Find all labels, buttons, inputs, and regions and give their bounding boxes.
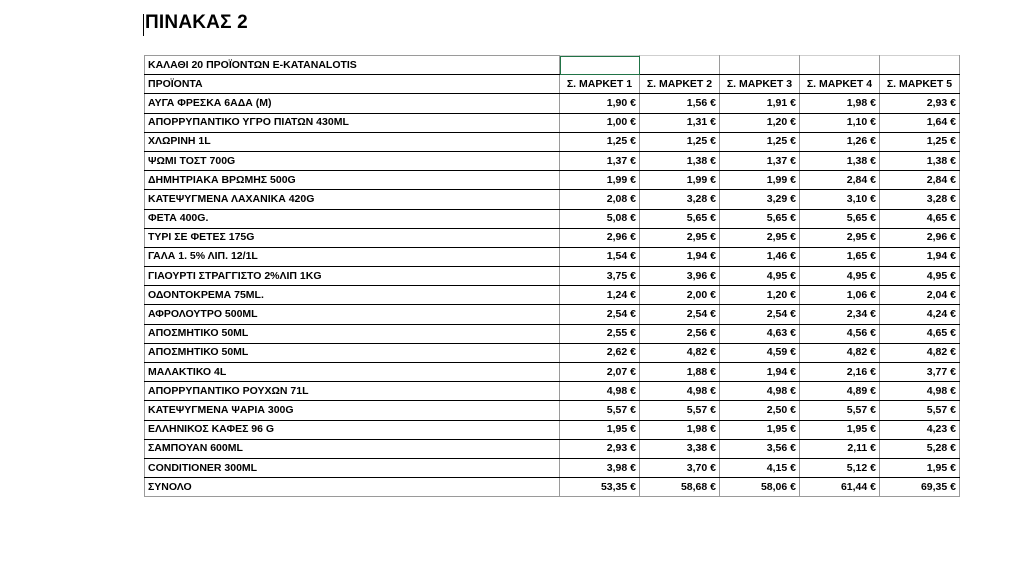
price-cell-market-2[interactable]: 3,96 €: [640, 267, 720, 286]
price-cell-market-4[interactable]: 2,16 €: [800, 363, 880, 382]
price-cell-market-3[interactable]: 2,95 €: [720, 228, 800, 247]
price-cell-market-5[interactable]: 2,96 €: [880, 228, 960, 247]
product-name-cell[interactable]: ΟΔΟΝΤΟΚΡΕΜΑ 75ML.: [145, 286, 560, 305]
product-name-cell[interactable]: ΨΩΜΙ ΤΟΣΤ 700G: [145, 151, 560, 170]
price-cell-market-1[interactable]: 4,98 €: [560, 382, 640, 401]
price-cell-market-1[interactable]: 53,35 €: [560, 478, 640, 497]
price-cell-market-1[interactable]: 1,90 €: [560, 94, 640, 113]
price-cell-market-2[interactable]: 1,94 €: [640, 247, 720, 266]
price-cell-market-3[interactable]: 4,59 €: [720, 343, 800, 362]
header-row: [145, 75, 960, 94]
table-row: [145, 94, 960, 113]
price-cell-market-5[interactable]: 4,23 €: [880, 420, 960, 439]
price-cell-market-1[interactable]: 1,99 €: [560, 171, 640, 190]
price-cell-market-1[interactable]: 1,37 €: [560, 151, 640, 170]
price-cell-market-4[interactable]: 5,65 €: [800, 209, 880, 228]
product-name-cell[interactable]: ΓΙΑΟΥΡΤΙ ΣΤΡΑΓΓΙΣΤΟ 2%ΛΙΠ 1KG: [145, 267, 560, 286]
price-cell-market-1[interactable]: 2,93 €: [560, 439, 640, 458]
product-name-cell[interactable]: ΜΑΛΑΚΤΙΚΟ 4L: [145, 363, 560, 382]
price-cell-market-1[interactable]: 1,24 €: [560, 286, 640, 305]
product-name-cell[interactable]: ΧΛΩΡΙΝΗ 1L: [145, 132, 560, 151]
price-cell-market-5[interactable]: 4,24 €: [880, 305, 960, 324]
price-cell-market-3[interactable]: 1,25 €: [720, 132, 800, 151]
price-cell-market-5[interactable]: 4,98 €: [880, 382, 960, 401]
price-cell-market-1[interactable]: 1,54 €: [560, 247, 640, 266]
header-market-1[interactable]: Σ. ΜΑΡΚΕΤ 1: [560, 75, 640, 94]
empty-cell[interactable]: [800, 56, 880, 75]
price-cell-market-5[interactable]: 3,28 €: [880, 190, 960, 209]
price-cell-market-4[interactable]: 2,11 €: [800, 439, 880, 458]
price-cell-market-3[interactable]: 1,94 €: [720, 363, 800, 382]
empty-cell[interactable]: [640, 56, 720, 75]
table-row: [145, 190, 960, 209]
header-market-5[interactable]: Σ. ΜΑΡΚΕΤ 5: [880, 75, 960, 94]
price-cell-market-2[interactable]: 1,31 €: [640, 113, 720, 132]
product-name-cell[interactable]: ΕΛΛΗΝΙΚΟΣ ΚΑΦΕΣ 96 G: [145, 420, 560, 439]
caption-row: [145, 56, 960, 75]
price-cell-market-3[interactable]: 1,46 €: [720, 247, 800, 266]
table-row: [145, 247, 960, 266]
price-cell-market-3[interactable]: 1,37 €: [720, 151, 800, 170]
table-row: [145, 228, 960, 247]
price-cell-market-2[interactable]: 2,56 €: [640, 324, 720, 343]
price-cell-market-3[interactable]: 4,98 €: [720, 382, 800, 401]
price-cell-market-5[interactable]: 1,95 €: [880, 458, 960, 477]
header-market-2[interactable]: Σ. ΜΑΡΚΕΤ 2: [640, 75, 720, 94]
price-cell-market-2[interactable]: 5,65 €: [640, 209, 720, 228]
price-cell-market-3[interactable]: 4,15 €: [720, 458, 800, 477]
table-row: [145, 382, 960, 401]
page-title: ΠΙΝΑΚΑΣ 2: [145, 12, 248, 33]
product-name-cell[interactable]: ΑΦΡΟΛΟΥΤΡΟ 500ML: [145, 305, 560, 324]
price-cell-market-2[interactable]: 4,98 €: [640, 382, 720, 401]
table-row: [145, 420, 960, 439]
product-name-cell[interactable]: ΓΑΛΑ 1. 5% ΛΙΠ. 12/1L: [145, 247, 560, 266]
selected-cell[interactable]: [560, 56, 640, 75]
price-cell-market-4[interactable]: 1,10 €: [800, 113, 880, 132]
product-name-cell[interactable]: ΑΥΓΑ ΦΡΕΣΚΑ 6ΑΔΑ (Μ): [145, 94, 560, 113]
price-cell-market-4[interactable]: 61,44 €: [800, 478, 880, 497]
table-row: [145, 363, 960, 382]
price-cell-market-4[interactable]: 3,10 €: [800, 190, 880, 209]
product-name-cell[interactable]: ΑΠΟΣΜΗΤΙΚΟ 50ML: [145, 343, 560, 362]
text-cursor: [143, 14, 144, 36]
price-cell-market-4[interactable]: 1,26 €: [800, 132, 880, 151]
price-cell-market-1[interactable]: 3,75 €: [560, 267, 640, 286]
price-cell-market-3[interactable]: 1,95 €: [720, 420, 800, 439]
price-cell-market-2[interactable]: 1,98 €: [640, 420, 720, 439]
price-cell-market-2[interactable]: 1,99 €: [640, 171, 720, 190]
price-cell-market-2[interactable]: 5,57 €: [640, 401, 720, 420]
price-cell-market-2[interactable]: 58,68 €: [640, 478, 720, 497]
table-row: [145, 209, 960, 228]
price-cell-market-2[interactable]: 3,38 €: [640, 439, 720, 458]
price-cell-market-5[interactable]: 5,57 €: [880, 401, 960, 420]
price-cell-market-3[interactable]: 58,06 €: [720, 478, 800, 497]
price-cell-market-4[interactable]: 4,82 €: [800, 343, 880, 362]
price-cell-market-5[interactable]: 2,93 €: [880, 94, 960, 113]
product-name-cell[interactable]: ΤΥΡΙ ΣΕ ΦΕΤΕΣ 175G: [145, 228, 560, 247]
price-cell-market-3[interactable]: 3,29 €: [720, 190, 800, 209]
product-name-cell[interactable]: ΑΠΟΣΜΗΤΙΚΟ 50ML: [145, 324, 560, 343]
product-name-cell[interactable]: CONDITIONER 300ML: [145, 458, 560, 477]
header-market-4[interactable]: Σ. ΜΑΡΚΕΤ 4: [800, 75, 880, 94]
table-caption[interactable]: ΚΑΛΑΘΙ 20 ΠΡΟΪΟΝΤΩΝ E-KATANALOTIS: [145, 56, 560, 75]
price-cell-market-4[interactable]: 4,89 €: [800, 382, 880, 401]
table-row: [145, 324, 960, 343]
price-cell-market-4[interactable]: 4,56 €: [800, 324, 880, 343]
price-cell-market-5[interactable]: 4,65 €: [880, 324, 960, 343]
product-name-cell[interactable]: ΣΑΜΠΟΥΑΝ 600ML: [145, 439, 560, 458]
table-row: [145, 439, 960, 458]
price-cell-market-1[interactable]: 5,08 €: [560, 209, 640, 228]
price-cell-market-1[interactable]: 5,57 €: [560, 401, 640, 420]
price-cell-market-3[interactable]: 1,20 €: [720, 286, 800, 305]
price-cell-market-5[interactable]: 3,77 €: [880, 363, 960, 382]
price-cell-market-4[interactable]: 2,84 €: [800, 171, 880, 190]
price-cell-market-2[interactable]: 3,70 €: [640, 458, 720, 477]
product-name-cell[interactable]: ΑΠΟΡΡΥΠΑΝΤΙΚΟ ΥΓΡΟ ΠΙΑΤΩΝ 430ML: [145, 113, 560, 132]
product-name-cell[interactable]: ΚΑΤΕΨΥΓΜΕΝΑ ΨΑΡΙΑ 300G: [145, 401, 560, 420]
price-cell-market-2[interactable]: 1,88 €: [640, 363, 720, 382]
table-row: [145, 267, 960, 286]
table-row: [145, 132, 960, 151]
price-cell-market-3[interactable]: 1,20 €: [720, 113, 800, 132]
price-cell-market-5[interactable]: 1,64 €: [880, 113, 960, 132]
empty-cell[interactable]: [880, 56, 960, 75]
price-cell-market-5[interactable]: 1,38 €: [880, 151, 960, 170]
price-cell-market-1[interactable]: 2,55 €: [560, 324, 640, 343]
price-cell-market-2[interactable]: 2,00 €: [640, 286, 720, 305]
price-cell-market-5[interactable]: 69,35 €: [880, 478, 960, 497]
price-cell-market-1[interactable]: 2,54 €: [560, 305, 640, 324]
price-cell-market-1[interactable]: 2,96 €: [560, 228, 640, 247]
price-cell-market-3[interactable]: 5,65 €: [720, 209, 800, 228]
table-row: [145, 458, 960, 477]
price-cell-market-5[interactable]: 4,82 €: [880, 343, 960, 362]
price-cell-market-3[interactable]: 3,56 €: [720, 439, 800, 458]
price-cell-market-1[interactable]: 1,95 €: [560, 420, 640, 439]
header-products[interactable]: ΠΡΟΪΟΝΤΑ: [145, 75, 560, 94]
price-cell-market-1[interactable]: 1,25 €: [560, 132, 640, 151]
price-cell-market-2[interactable]: 1,56 €: [640, 94, 720, 113]
price-cell-market-5[interactable]: 4,65 €: [880, 209, 960, 228]
price-cell-market-4[interactable]: 2,34 €: [800, 305, 880, 324]
price-cell-market-2[interactable]: 3,28 €: [640, 190, 720, 209]
price-cell-market-2[interactable]: 2,54 €: [640, 305, 720, 324]
table-row: [145, 343, 960, 362]
table-row: [145, 401, 960, 420]
empty-cell[interactable]: [720, 56, 800, 75]
price-cell-market-1[interactable]: 2,08 €: [560, 190, 640, 209]
price-cell-market-4[interactable]: 1,65 €: [800, 247, 880, 266]
price-cell-market-1[interactable]: 1,00 €: [560, 113, 640, 132]
table-row: [145, 286, 960, 305]
price-cell-market-2[interactable]: 2,95 €: [640, 228, 720, 247]
price-cell-market-4[interactable]: 1,98 €: [800, 94, 880, 113]
header-market-3[interactable]: Σ. ΜΑΡΚΕΤ 3: [720, 75, 800, 94]
price-cell-market-4[interactable]: 4,95 €: [800, 267, 880, 286]
price-cell-market-3[interactable]: 2,54 €: [720, 305, 800, 324]
price-cell-market-5[interactable]: 4,95 €: [880, 267, 960, 286]
price-basket-table: [144, 55, 960, 497]
product-name-cell[interactable]: ΔΗΜΗΤΡΙΑΚΑ ΒΡΩΜΗΣ 500G: [145, 171, 560, 190]
price-cell-market-2[interactable]: 4,82 €: [640, 343, 720, 362]
price-cell-market-5[interactable]: 2,04 €: [880, 286, 960, 305]
price-cell-market-4[interactable]: 1,95 €: [800, 420, 880, 439]
product-name-cell[interactable]: ΣΥΝΟΛΟ: [145, 478, 560, 497]
price-cell-market-2[interactable]: 1,38 €: [640, 151, 720, 170]
table-row: [145, 113, 960, 132]
price-cell-market-5[interactable]: 2,84 €: [880, 171, 960, 190]
total-row: [145, 478, 960, 497]
price-cell-market-4[interactable]: 5,12 €: [800, 458, 880, 477]
price-cell-market-5[interactable]: 1,94 €: [880, 247, 960, 266]
price-cell-market-3[interactable]: 4,63 €: [720, 324, 800, 343]
price-cell-market-4[interactable]: 5,57 €: [800, 401, 880, 420]
table-row: [145, 305, 960, 324]
product-name-cell[interactable]: ΦΕΤΑ 400G.: [145, 209, 560, 228]
price-cell-market-4[interactable]: 1,06 €: [800, 286, 880, 305]
price-cell-market-1[interactable]: 3,98 €: [560, 458, 640, 477]
price-cell-market-5[interactable]: 1,25 €: [880, 132, 960, 151]
price-cell-market-1[interactable]: 2,62 €: [560, 343, 640, 362]
price-cell-market-3[interactable]: 4,95 €: [720, 267, 800, 286]
price-cell-market-3[interactable]: 2,50 €: [720, 401, 800, 420]
table-row: [145, 151, 960, 170]
price-cell-market-3[interactable]: 1,91 €: [720, 94, 800, 113]
price-cell-market-4[interactable]: 1,38 €: [800, 151, 880, 170]
product-name-cell[interactable]: ΚΑΤΕΨΥΓΜΕΝΑ ΛΑΧΑΝΙΚΑ 420G: [145, 190, 560, 209]
price-cell-market-5[interactable]: 5,28 €: [880, 439, 960, 458]
product-name-cell[interactable]: ΑΠΟΡΡΥΠΑΝΤΙΚΟ ΡΟΥΧΩΝ 71L: [145, 382, 560, 401]
price-cell-market-1[interactable]: 2,07 €: [560, 363, 640, 382]
price-cell-market-4[interactable]: 2,95 €: [800, 228, 880, 247]
price-cell-market-3[interactable]: 1,99 €: [720, 171, 800, 190]
table-row: [145, 171, 960, 190]
price-cell-market-2[interactable]: 1,25 €: [640, 132, 720, 151]
